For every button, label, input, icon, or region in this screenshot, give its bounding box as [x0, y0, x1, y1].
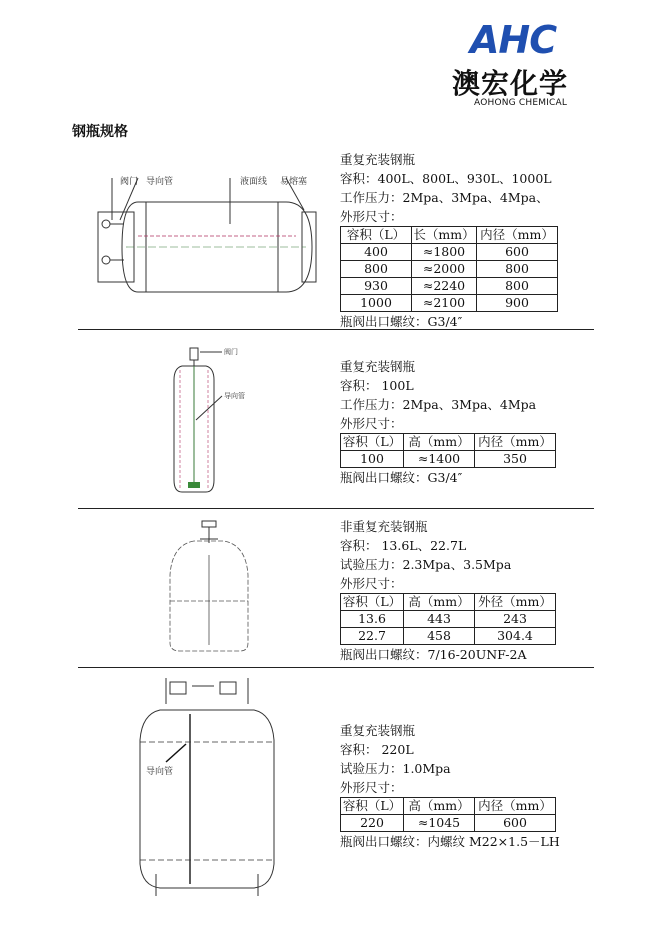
table-header-cell: 内径（mm）	[475, 434, 556, 451]
spec-dim-label: 外形尺寸：	[340, 576, 403, 591]
label-guide-1: 导向管	[146, 177, 174, 187]
table-cell: 220	[341, 815, 404, 832]
table-row	[341, 628, 556, 645]
table-cell: 400	[341, 244, 412, 261]
spec-thread: 瓶阀出口螺纹：7/16-20UNF-2A	[340, 647, 527, 662]
label-guide-4: 导向管	[146, 767, 174, 777]
table-cell: ≈2000	[412, 261, 477, 278]
table-header-row	[341, 434, 556, 451]
table-cell: 13.6	[341, 611, 404, 628]
table-header-cell: 容积（L）	[341, 434, 404, 451]
table-cell: ≈1800	[412, 244, 477, 261]
table-row	[341, 451, 556, 468]
label-fuse-1: 易熔塞	[280, 177, 308, 187]
table-cell: 800	[477, 261, 558, 278]
section-divider	[78, 667, 594, 668]
table-cell: 800	[341, 261, 412, 278]
horizontal-cylinder-drawing	[90, 164, 330, 304]
page-title: 钢瓶规格	[72, 124, 128, 140]
table-cell: 600	[477, 244, 558, 261]
table-cell: 350	[475, 451, 556, 468]
table-header-cell: 内径（mm）	[477, 227, 558, 244]
spec-thread: 瓶阀出口螺纹：G3/4″	[340, 314, 463, 329]
table-cell: ≈2240	[412, 278, 477, 295]
spec-pressure: 试验压力：2.3Mpa、3.5Mpa	[340, 557, 512, 572]
label-valve-2: 阀门	[224, 348, 238, 356]
spec-table-1	[340, 226, 558, 312]
table-cell: 1000	[341, 295, 412, 312]
table-header-cell: 长（mm）	[413, 227, 475, 242]
table-cell: 100	[341, 451, 404, 468]
table-header-cell: 内径（mm）	[475, 798, 556, 815]
spec-block-4	[340, 721, 560, 851]
table-cell: 800	[477, 278, 558, 295]
spec-pressure: 工作压力：2Mpa、3Mpa、4Mpa	[340, 397, 537, 412]
table-header-row	[341, 594, 556, 611]
company-logo	[440, 18, 610, 110]
table-cell: 304.4	[475, 628, 556, 645]
spec-dim-label: 外形尺寸：	[340, 209, 403, 224]
spec-capacity: 容积： 100L	[340, 378, 414, 393]
table-cell: ≈2100	[412, 295, 477, 312]
table-cell: 900	[477, 295, 558, 312]
spec-block-1	[340, 150, 558, 331]
label-guide-2: 导向管	[224, 392, 245, 400]
spec-capacity: 容积： 220L	[340, 742, 414, 757]
large-cylinder-drawing	[130, 674, 280, 899]
table-cell: 458	[404, 628, 475, 645]
table-header-cell: 高（mm）	[404, 594, 475, 611]
spec-pressure: 工作压力：2Mpa、3Mpa、4Mpa、	[340, 190, 549, 205]
section-divider	[78, 508, 594, 509]
spec-block-3	[340, 517, 556, 664]
table-cell: ≈1400	[404, 451, 475, 468]
spec-dim-label: 外形尺寸：	[340, 416, 403, 431]
table-row	[341, 295, 558, 312]
spec-table-4	[340, 797, 556, 832]
spec-thread: 瓶阀出口螺纹：内螺纹 M22×1.5－LH	[340, 834, 560, 849]
label-level-1: 液面线	[240, 177, 268, 187]
table-header-cell: 外径（mm）	[475, 594, 556, 611]
table-row	[341, 611, 556, 628]
table-cell: 22.7	[341, 628, 404, 645]
table-header-cell: 容积（L）	[341, 798, 404, 815]
spec-thread: 瓶阀出口螺纹：G3/4″	[340, 470, 463, 485]
spec-capacity: 容积：400L、800L、930L、1000L	[340, 171, 552, 186]
table-cell: 243	[475, 611, 556, 628]
table-cell: ≈1045	[404, 815, 475, 832]
table-header-row	[341, 227, 558, 244]
logo-chinese-name: 澳宏化学	[452, 67, 569, 100]
spec-type: 非重复充装钢瓶	[340, 519, 428, 534]
logo-english-name: AOHONG CHEMICAL	[474, 98, 568, 108]
table-cell: 930	[341, 278, 412, 295]
table-header-cell: 高（mm）	[404, 434, 475, 451]
table-header-cell: 容积（L）	[341, 594, 404, 611]
spec-pressure: 试验压力：1.0Mpa	[340, 761, 451, 776]
table-cell: 600	[475, 815, 556, 832]
spec-dim-label: 外形尺寸：	[340, 780, 403, 795]
table-cell: 443	[404, 611, 475, 628]
table-row	[341, 815, 556, 832]
small-cylinder-drawing	[160, 515, 260, 660]
spec-capacity: 容积： 13.6L、22.7L	[340, 538, 467, 553]
table-header-cell: 高（mm）	[404, 798, 475, 815]
table-row	[341, 278, 558, 295]
table-header-cell: 容积（L）	[341, 227, 412, 244]
spec-type: 重复充装钢瓶	[340, 152, 416, 167]
vertical-cylinder-drawing	[160, 340, 260, 500]
section-divider	[78, 329, 594, 330]
logo-mark: AHC	[470, 18, 557, 62]
table-header-row	[341, 798, 556, 815]
label-valve-1: 阀门	[120, 177, 139, 187]
spec-table-2	[340, 433, 556, 468]
spec-block-2	[340, 357, 556, 487]
spec-type: 重复充装钢瓶	[340, 723, 416, 738]
table-row	[341, 261, 558, 278]
spec-table-3	[340, 593, 556, 645]
spec-type: 重复充装钢瓶	[340, 359, 416, 374]
table-row	[341, 244, 558, 261]
